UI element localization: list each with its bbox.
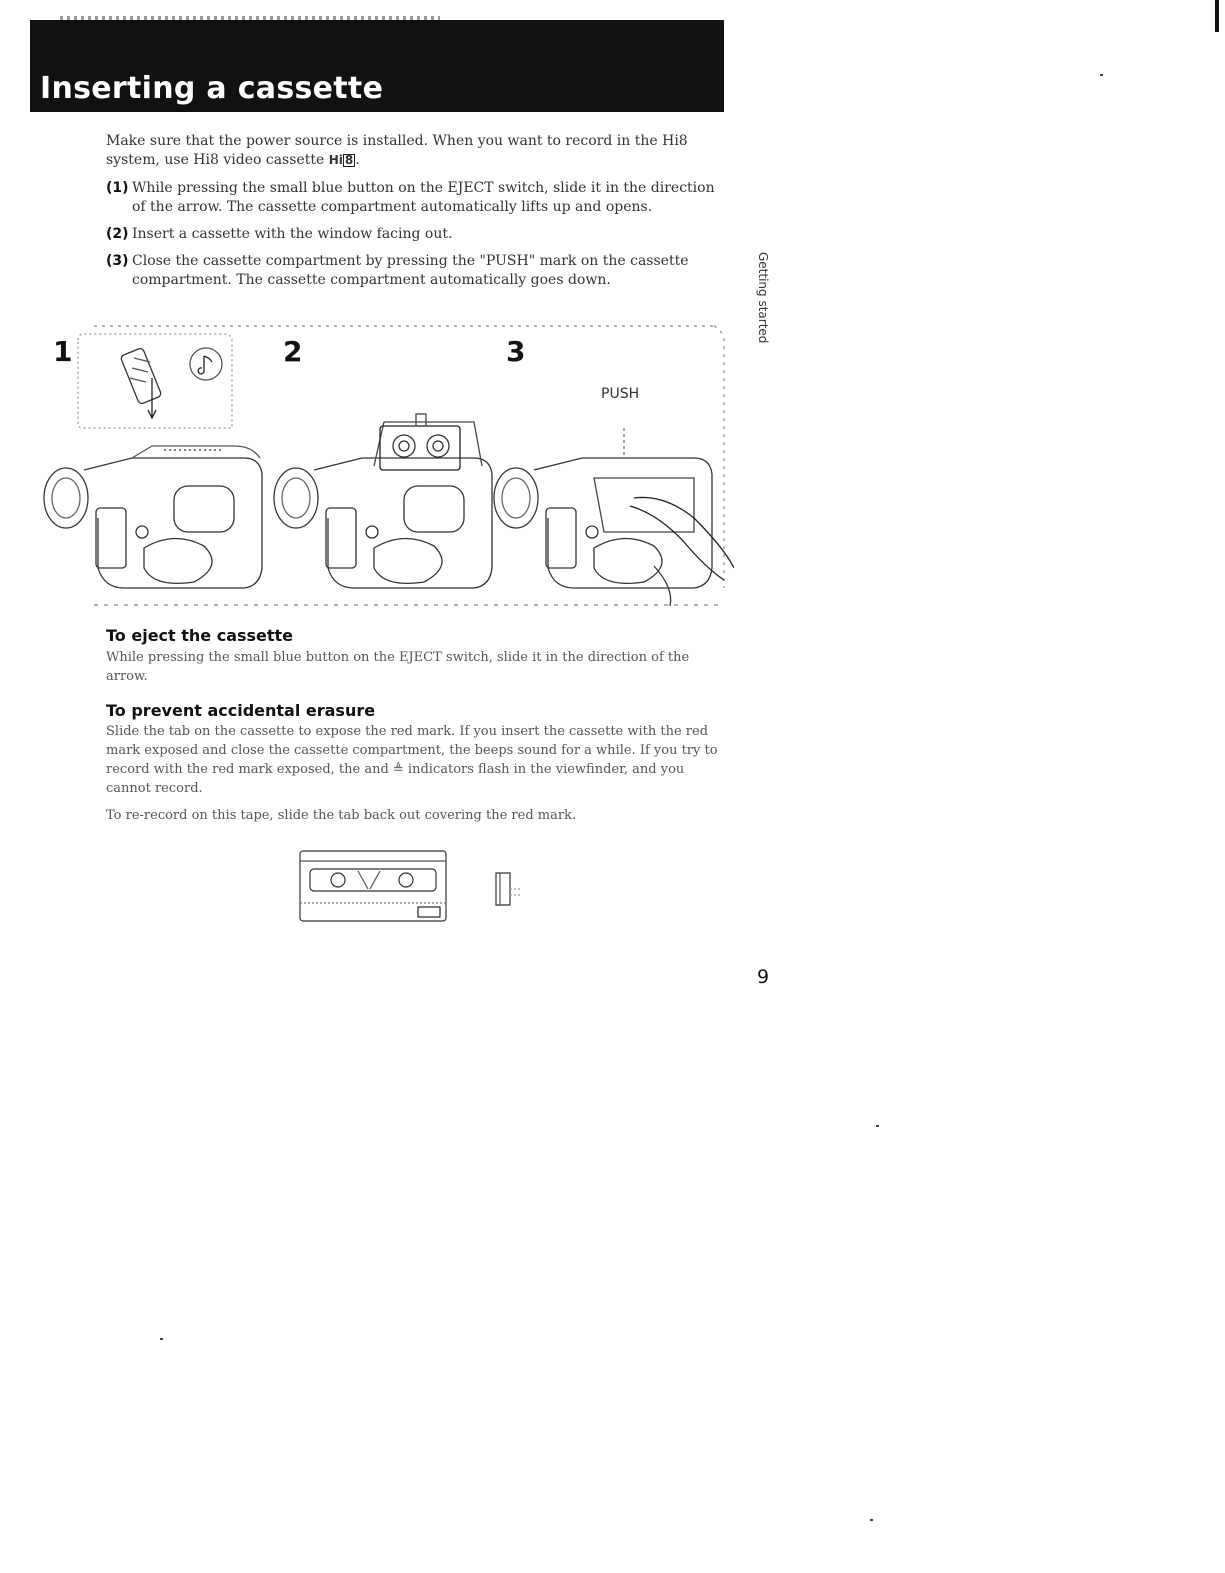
scan-artifact [876, 1125, 879, 1127]
step-number: (1) [106, 180, 129, 196]
step-text: Insert a cassette with the window facing out. [132, 226, 453, 242]
illustration-step-3-number: 3 [506, 335, 526, 368]
erasure-text [106, 722, 726, 833]
step-item [106, 225, 716, 244]
hi8-logo-hi: Hi [328, 153, 343, 167]
camcorder-step-1 [44, 446, 262, 588]
step-number: (3) [106, 253, 129, 269]
scan-artifact [1100, 74, 1103, 76]
cassette-tab-illustration [296, 843, 556, 925]
step-number: (2) [106, 226, 129, 242]
step-list [106, 179, 716, 298]
step-text: While pressing the small blue button on the EJECT switch, slide it in the direction of the arrow. The cassette compartment automatically lifts up and opens. [132, 180, 715, 215]
scan-artifact [870, 1519, 873, 1521]
camcorder-illustration [34, 318, 734, 613]
section-side-tab [752, 252, 770, 362]
camcorder-step-2 [274, 414, 492, 588]
eject-heading: To eject the cassette [106, 626, 294, 645]
step-item [106, 252, 716, 290]
intro-text: Make sure that the power source is installed. When you want to record in the Hi8 system, use Hi8 video cassette [106, 133, 688, 168]
erasure-heading: To prevent accidental erasure [106, 701, 376, 720]
camcorder-step-3 [494, 428, 734, 606]
erasure-paragraph-2: To re-record on this tape, slide the tab back out covering the red mark. [106, 808, 577, 823]
scan-edge-mark [1215, 0, 1219, 32]
illustration-step-2-number: 2 [283, 335, 303, 368]
scan-artifact [160, 1338, 163, 1340]
hi8-logo [329, 151, 356, 170]
eject-paragraph: While pressing the small blue button on the EJECT switch, slide it in the direction of the arrow. [106, 650, 690, 684]
intro-end: . [355, 152, 360, 168]
step-text: Close the cassette compartment by pressing the "PUSH" mark on the cassette compartment. The cassette compartment automatically goes down. [132, 253, 689, 288]
intro-paragraph [106, 132, 706, 170]
page-title: Inserting a cassette [40, 71, 384, 106]
side-tab-label: Getting started [756, 252, 770, 344]
erasure-paragraph-1: Slide the tab on the cassette to expose the red mark. If you insert the cassette with the red mark exposed and close the cassette compartment, the beeps sound for a while. If you try to record with the red mark exposed, the and ≜ indicators flash in the viewfinder, and you cannot record. [106, 724, 718, 796]
hi8-logo-8: 8 [344, 153, 354, 167]
eject-inset [78, 334, 232, 428]
title-banner [30, 20, 724, 112]
push-label: PUSH [601, 386, 640, 402]
page-number: 9 [757, 966, 770, 988]
eject-text [106, 648, 726, 694]
illustration-step-1-number: 1 [53, 335, 73, 368]
step-item [106, 179, 716, 217]
